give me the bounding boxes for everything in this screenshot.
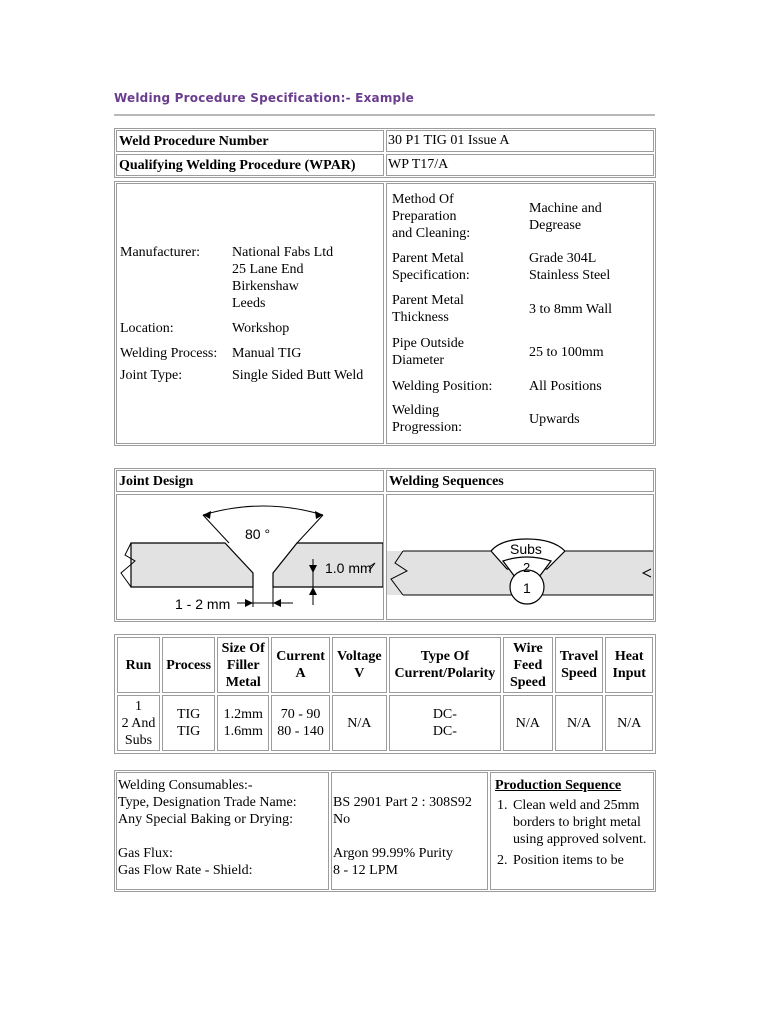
parent-metal-spec-value: Grade 304L Stainless Steel xyxy=(529,251,611,283)
weld-procedure-number-value: 30 P1 TIG 01 Issue A xyxy=(388,133,510,148)
joint-design-label: Joint Design xyxy=(119,474,194,489)
pipe-diameter-value: 25 to 100mm xyxy=(529,345,604,360)
welding-progression-label: Welding Progression: xyxy=(392,403,462,435)
run-header: Run xyxy=(117,637,160,693)
run-cell: 1 2 And Subs xyxy=(117,695,160,751)
parent-metal-spec-label: Parent Metal Specification: xyxy=(392,251,470,283)
angle-arc xyxy=(203,506,323,515)
heat-input-cell: N/A xyxy=(605,695,653,751)
list-item xyxy=(497,852,649,869)
wpar-value-cell xyxy=(386,154,654,176)
bead-1-label: 1 xyxy=(523,580,531,596)
angle-line-right xyxy=(297,515,323,543)
welding-sequence-drawing xyxy=(387,495,653,619)
list-item-text: Position items to be xyxy=(513,853,624,868)
joint-design-drawing xyxy=(117,495,383,619)
wpar-value: WP T17/A xyxy=(388,157,449,172)
angle-arrow-left xyxy=(203,511,211,519)
heat-input-header: Heat Input xyxy=(605,637,653,693)
page-title: Welding Procedure Specification:- Example xyxy=(114,91,414,105)
list-item-number: 1. xyxy=(497,798,508,813)
location-value: Workshop xyxy=(232,321,290,336)
polarity-header: Type Of Current/Polarity xyxy=(389,637,501,693)
angle-label: 80 ° xyxy=(245,526,271,542)
parent-metal-thickness-value: 3 to 8mm Wall xyxy=(529,302,613,317)
production-sequence-list xyxy=(497,797,649,873)
process-header: Process xyxy=(162,637,215,693)
subs-label: Subs xyxy=(510,541,542,557)
weld-procedure-number-label: Weld Procedure Number xyxy=(119,134,269,149)
travel-speed-header: Travel Speed xyxy=(555,637,604,693)
weld-procedure-number-value-cell xyxy=(386,130,654,152)
welding-sequences-label: Welding Sequences xyxy=(389,474,504,489)
angle-line-left xyxy=(203,515,229,543)
current-header: Current A xyxy=(271,637,330,693)
parent-metal-thickness-label: Parent Metal Thickness xyxy=(392,293,464,325)
welding-sequences-header-cell xyxy=(386,470,654,492)
manufacturer-value: National Fabs Ltd 25 Lane End Birkenshaw Leeds xyxy=(232,245,334,311)
details-left-cell xyxy=(116,183,384,444)
consumables-value-cell xyxy=(331,772,488,890)
wpar-label: Qualifying Welding Procedure (WPAR) xyxy=(119,158,356,173)
root-face-label: 1.0 mm xyxy=(325,560,372,576)
process-cell: TIG TIG xyxy=(162,695,215,751)
manufacturer-label: Manufacturer: xyxy=(120,245,201,260)
consumables-labels: Type, Designation Trade Name: Any Special Baking or Drying: Gas Flux: Gas Flow Rate - Shield: xyxy=(118,795,297,878)
filler-size-cell: 1.2mm 1.6mm xyxy=(217,695,269,751)
voltage-header: Voltage V xyxy=(332,637,387,693)
filler-size-header: Size Of Filler Metal xyxy=(217,637,269,693)
list-item-text: Clean weld and 25mm borders to bright metal using approved solvent. xyxy=(513,798,647,847)
joint-design-header-cell xyxy=(116,470,384,492)
angle-arrow-right xyxy=(315,511,323,519)
production-sequence-heading: Production Sequence xyxy=(495,778,622,793)
details-right-cell xyxy=(386,183,654,444)
list-item-number: 2. xyxy=(497,853,508,868)
consumables-values: BS 2901 Part 2 : 308S92 No Argon 99.99% Purity 8 - 12 LPM xyxy=(333,795,472,878)
title-divider xyxy=(114,114,655,116)
pipe-diameter-label: Pipe Outside Diameter xyxy=(392,336,464,368)
bead-2-label: 2 xyxy=(523,560,531,575)
left-plate xyxy=(131,543,253,587)
welding-process-value: Manual TIG xyxy=(232,346,302,361)
gap-arrow-right xyxy=(273,599,281,607)
joint-type-label: Joint Type: xyxy=(120,368,183,383)
consumables-heading: Welding Consumables:- xyxy=(118,778,253,793)
welding-progression-value: Upwards xyxy=(529,412,580,427)
production-sequence-cell xyxy=(490,772,654,890)
table-row xyxy=(117,695,653,751)
polarity-cell: DC- DC- xyxy=(389,695,501,751)
consumables-label-cell xyxy=(116,772,329,890)
joint-type-value: Single Sided Butt Weld xyxy=(232,368,364,383)
wpar-label-cell xyxy=(116,154,384,176)
location-label: Location: xyxy=(120,321,174,336)
list-item xyxy=(497,797,649,848)
travel-speed-cell: N/A xyxy=(555,695,604,751)
current-cell: 70 - 90 80 - 140 xyxy=(271,695,330,751)
wire-feed-header: Wire Feed Speed xyxy=(503,637,553,693)
welding-position-label: Welding Position: xyxy=(392,379,493,394)
preparation-label: Method Of Preparation and Cleaning: xyxy=(392,192,471,241)
table-header-row xyxy=(117,637,653,693)
wire-feed-cell: N/A xyxy=(503,695,553,751)
preparation-value: Machine and Degrease xyxy=(529,201,602,233)
joint-design-drawing-cell xyxy=(116,494,384,620)
root-face-arrow-bottom xyxy=(309,587,317,595)
welding-sequence-drawing-cell xyxy=(386,494,654,620)
weld-procedure-number-label-cell xyxy=(116,130,384,152)
gap-arrow-left xyxy=(245,599,253,607)
welding-position-value: All Positions xyxy=(529,379,602,394)
welding-process-label: Welding Process: xyxy=(120,346,218,361)
gap-label: 1 - 2 mm xyxy=(175,596,231,612)
run-parameters-table xyxy=(114,634,656,754)
voltage-cell: N/A xyxy=(332,695,387,751)
